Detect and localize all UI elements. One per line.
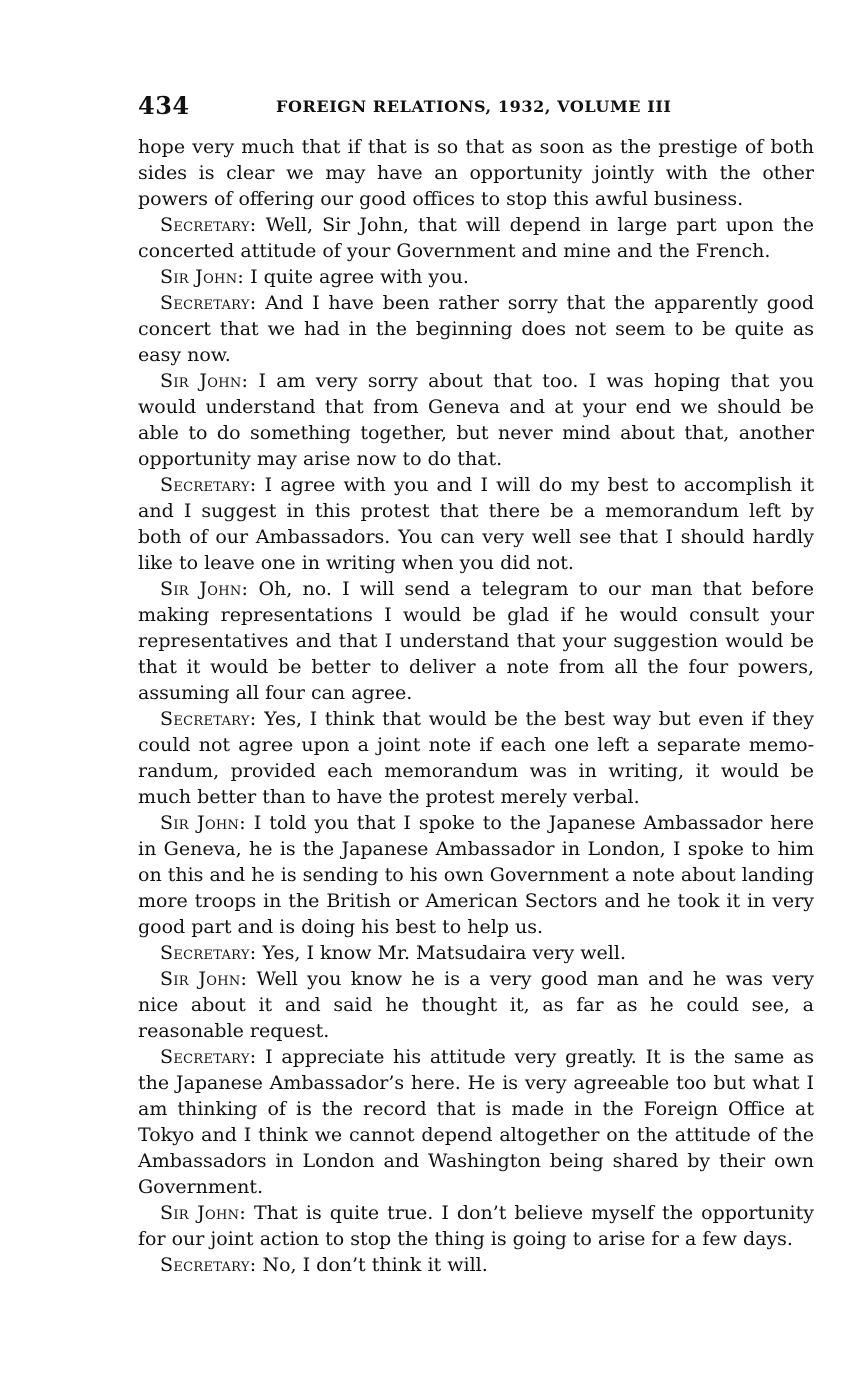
paragraph — [138, 576, 814, 706]
paragraph — [138, 966, 814, 1044]
paragraph-text: And I have been rather sorry that the apparently good concert that we had in the beginning does not seem to be quite as easy now. — [138, 292, 814, 366]
paragraph-text: I am very sorry about that too. I was hoping that you would understand that from Geneva and at your end we should be able to do something together, but never mind about that, another opportunity may arise now to do that. — [138, 370, 814, 470]
paragraph-text: Yes, I know Mr. Matsudaira very well. — [256, 942, 626, 964]
paragraph — [138, 472, 814, 576]
paragraph-text: I quite agree with you. — [244, 266, 469, 288]
paragraph — [138, 706, 814, 810]
speaker-label: Secretary: — [160, 292, 257, 314]
paragraph — [138, 264, 814, 290]
running-head: FOREIGN RELATIONS, 1932, VOLUME III — [276, 97, 672, 116]
paragraph-text: I agree with you and I will do my best to accomplish it and I suggest in this protest that there be a memorandum left by both of our Ambassadors. You can very well see that I should hardly like to leave one in writing when you did not. — [138, 474, 814, 574]
speaker-label: Sir John: — [160, 968, 248, 990]
paragraph-text: hope very much that if that is so that as soon as the prestige of both sides is clear we may have an opportunity jointly with the other powers of offering our good offices to stop this awful business. — [138, 136, 814, 210]
paragraph — [138, 940, 814, 966]
paragraph — [138, 1252, 814, 1278]
paragraph-text: No, I don’t think it will. — [256, 1254, 488, 1276]
speaker-label: Sir John: — [160, 370, 249, 392]
speaker-label: Sir John: — [160, 578, 249, 600]
paragraph — [138, 810, 814, 940]
page-number: 434 — [138, 91, 190, 120]
speaker-label: Secretary: — [160, 214, 257, 236]
paragraph — [138, 1200, 814, 1252]
paragraph-text: I appreciate his attitude very greatly. It is the same as the Japanese Ambassador’s here. He is very agreeable too but what I am thinking of is the record that is made in the Foreign Office at Tokyo and I think we cannot depend altogether on the attitude of the Ambassadors in London and Washington being shared by their own Government. — [138, 1046, 814, 1198]
paragraph — [138, 368, 814, 472]
speaker-label: Secretary: — [160, 1046, 257, 1068]
document-page — [138, 92, 814, 1278]
paragraph-text: Yes, I think that would be the best way but even if they could not agree upon a joint note if each one left a separate memorandum, provided each memorandum was in writing, it would be much better than to have the protest merely verbal. — [138, 708, 814, 808]
paragraph-text: Well, Sir John, that will depend in large part upon the concerted attitude of your Government and mine and the French. — [138, 214, 814, 262]
paragraph-text: That is quite true. I don’t believe myself the opportunity for our joint action to stop the thing is going to arise for a few days. — [138, 1202, 814, 1250]
speaker-label: Secretary: — [160, 474, 257, 496]
paragraph-continuation — [138, 134, 814, 212]
speaker-label: Sir John: — [160, 1202, 247, 1224]
paragraph-text: Well you know he is a very good man and he was very nice about it and said he thought it, as far as he could see, a reasonable request. — [138, 968, 814, 1042]
paragraph — [138, 290, 814, 368]
page-header — [138, 92, 814, 124]
paragraph-text: Oh, no. I will send a telegram to our man that before making representations I would be glad if he would consult your representatives and that I understand that your suggestion would be that it would be better to deliver a note from all the four powers, assuming all four can agree. — [138, 578, 814, 704]
speaker-label: Secretary: — [160, 1254, 257, 1276]
paragraph-text: I told you that I spoke to the Japanese Ambassador here in Geneva, he is the Japanese Ambassador in London, I spoke to him on this and he is sending to his own Government a note about landing more troops in the British or American Sectors and he took it in very good part and is doing his best to help us. — [138, 812, 814, 938]
speaker-label: Secretary: — [160, 942, 257, 964]
speaker-label: Sir John: — [160, 812, 246, 834]
body-text — [138, 134, 814, 1278]
speaker-label: Secretary: — [160, 708, 257, 730]
paragraph — [138, 1044, 814, 1200]
speaker-label: Sir John: — [160, 266, 245, 288]
paragraph — [138, 212, 814, 264]
